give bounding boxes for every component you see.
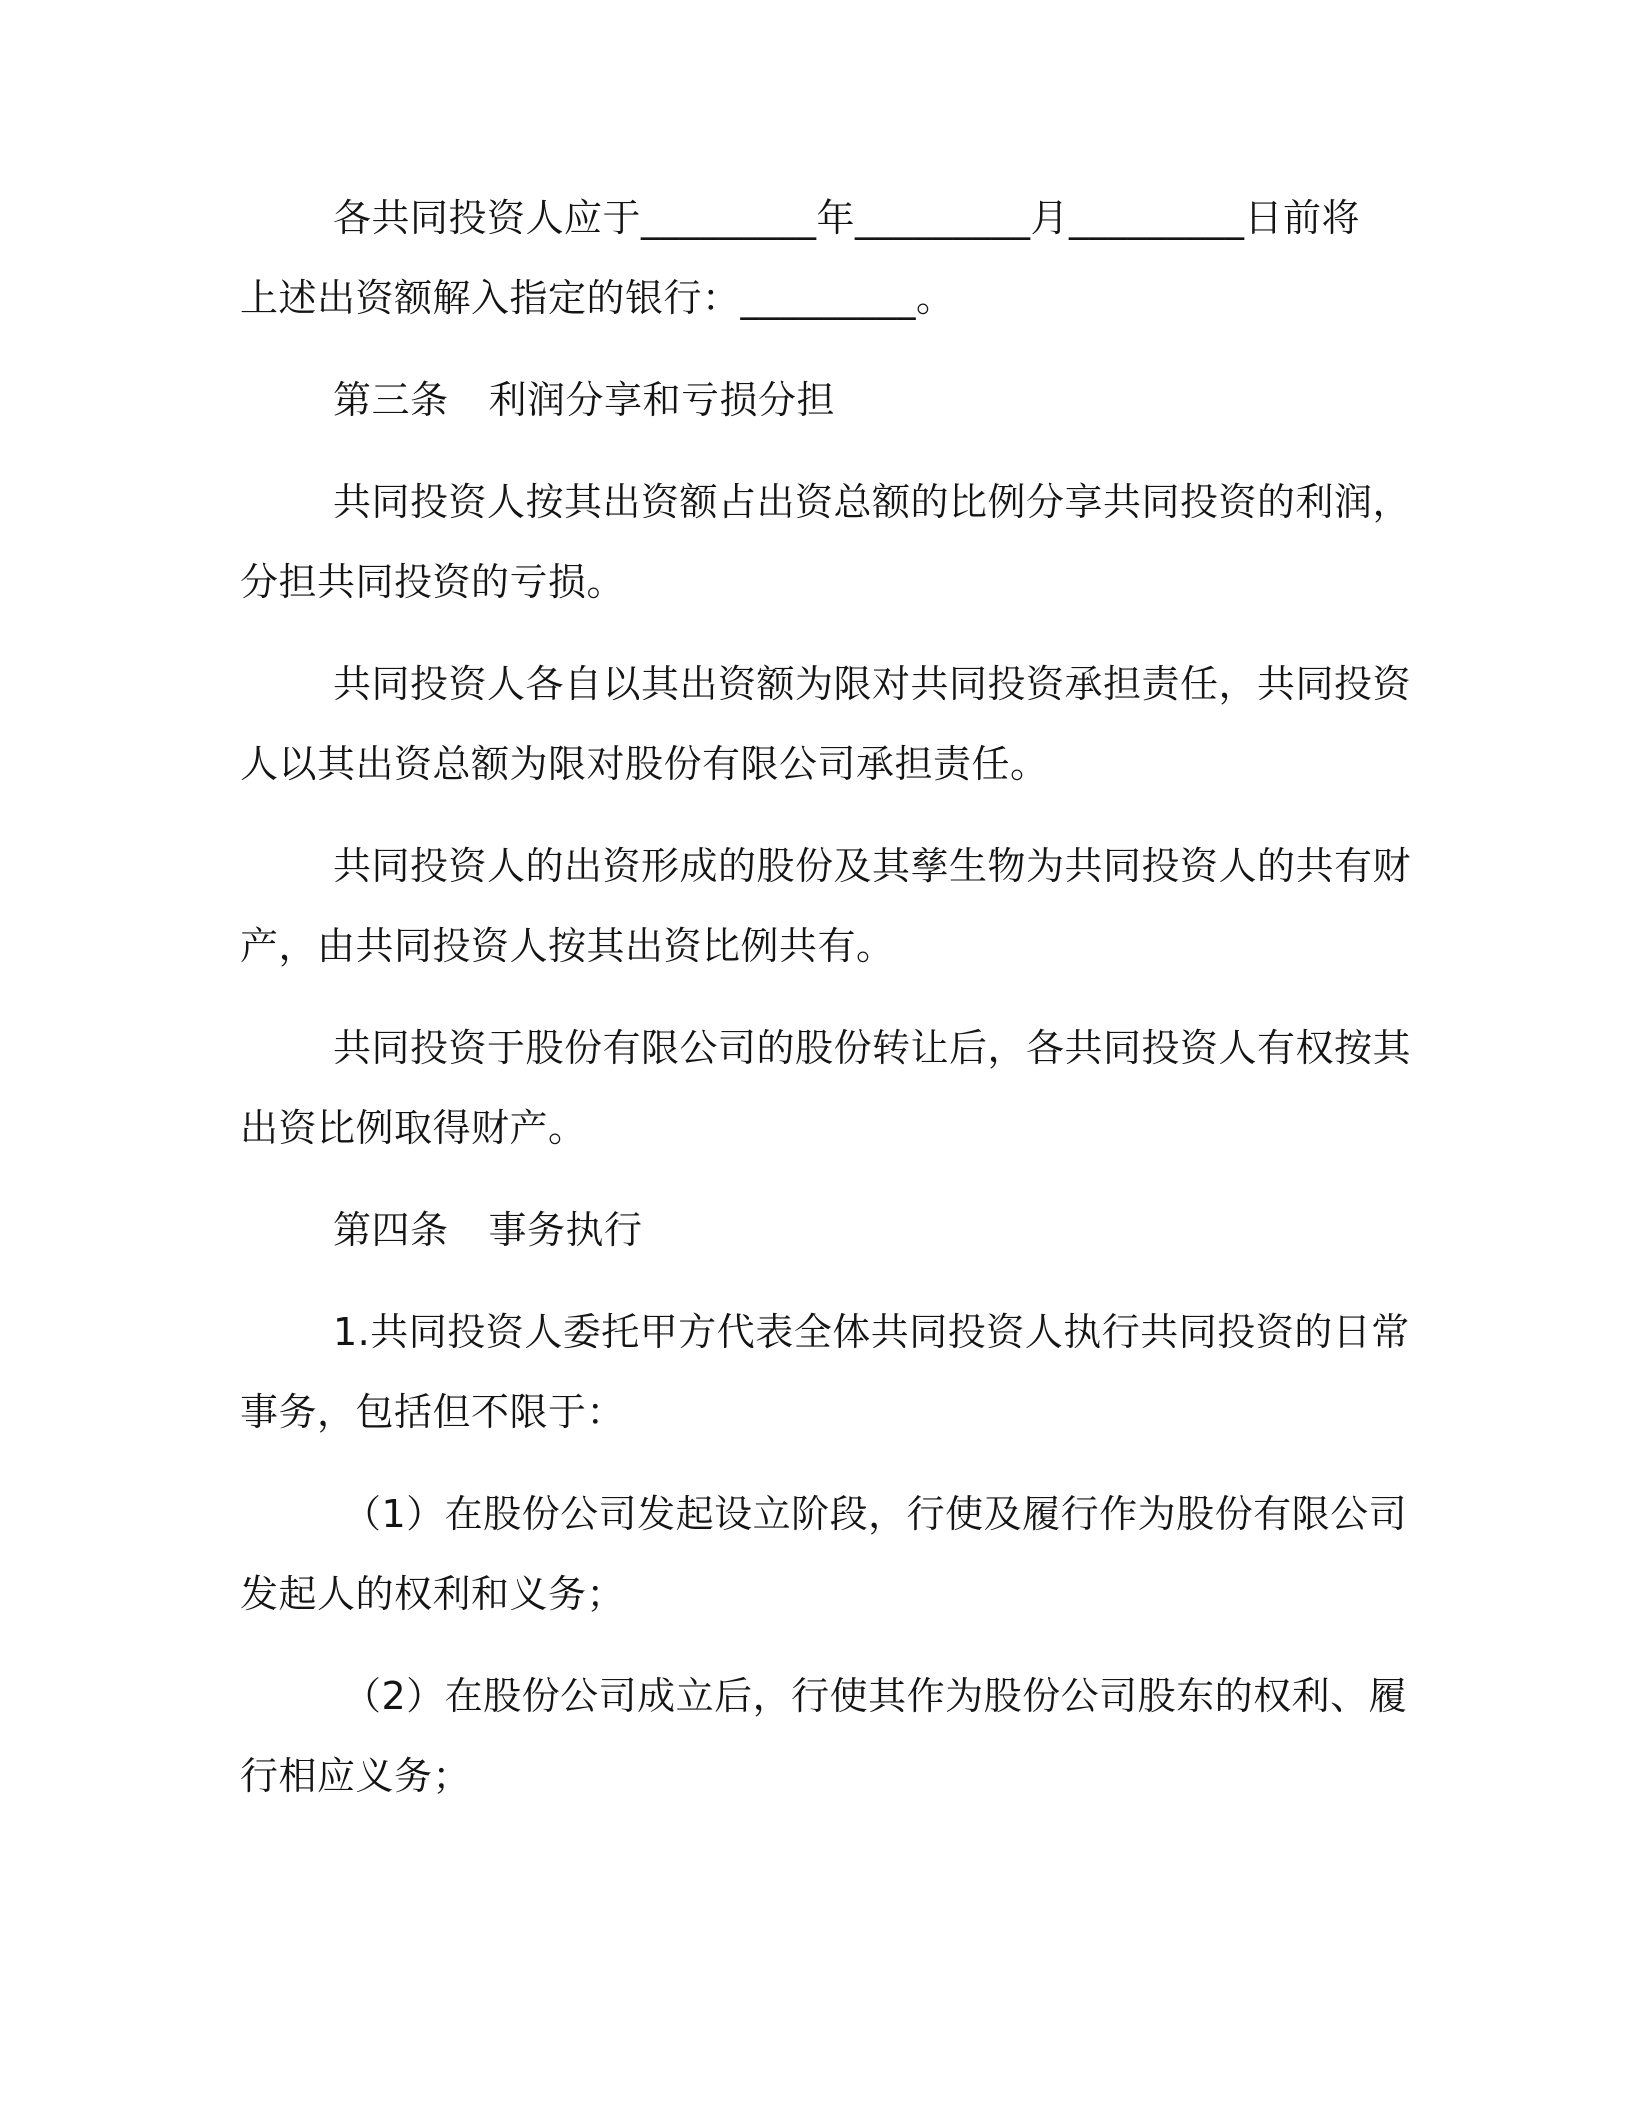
article4-title: 事务执行 <box>488 1208 643 1252</box>
article4-number: 第四条 <box>333 1208 449 1252</box>
article3-number: 第三条 <box>333 378 449 422</box>
article3-title: 利润分享和亏损分担 <box>488 378 836 422</box>
para3-line1: 共同投资人各自以其出资额为限对共同投资承担责任，共同投资 <box>333 662 1412 706</box>
para2-line2: 分担共同投资的亏损。 <box>240 560 626 604</box>
para5-line1: 共同投资于股份有限公司的股份转让后，各共同投资人有权按其 <box>333 1026 1412 1070</box>
item1-line2: 发起人的权利和义务； <box>240 1572 626 1616</box>
para6-line2: 事务，包括但不限于： <box>240 1390 626 1434</box>
para4-line1: 共同投资人的出资形成的股份及其孳生物为共同投资人的共有财 <box>333 844 1412 888</box>
para6-line1: 1.共同投资人委托甲方代表全体共同投资人执行共同投资的日常 <box>333 1310 1410 1354</box>
item2-line2: 行相应义务； <box>240 1754 472 1798</box>
para4-line2: 产，由共同投资人按其出资比例共有。 <box>240 924 895 968</box>
para2-line1: 共同投资人按其出资额占出资总额的比例分享共同投资的利润， <box>333 480 1412 524</box>
para1-line2: 上述出资额解入指定的银行：_________。 <box>240 276 955 320</box>
item2-line1: （2）在股份公司成立后，行使其作为股份公司股东的权利、履 <box>343 1674 1408 1718</box>
para1-line1: 各共同投资人应于_________年_________月_________日前将 <box>333 196 1361 240</box>
article4-heading <box>333 1206 643 1254</box>
article3-heading <box>333 376 835 424</box>
para5-line2: 出资比例取得财产。 <box>240 1106 587 1150</box>
para3-line2: 人以其出资总额为限对股份有限公司承担责任。 <box>240 742 1049 786</box>
item1-line1: （1）在股份公司发起设立阶段，行使及履行作为股份有限公司 <box>343 1492 1408 1536</box>
